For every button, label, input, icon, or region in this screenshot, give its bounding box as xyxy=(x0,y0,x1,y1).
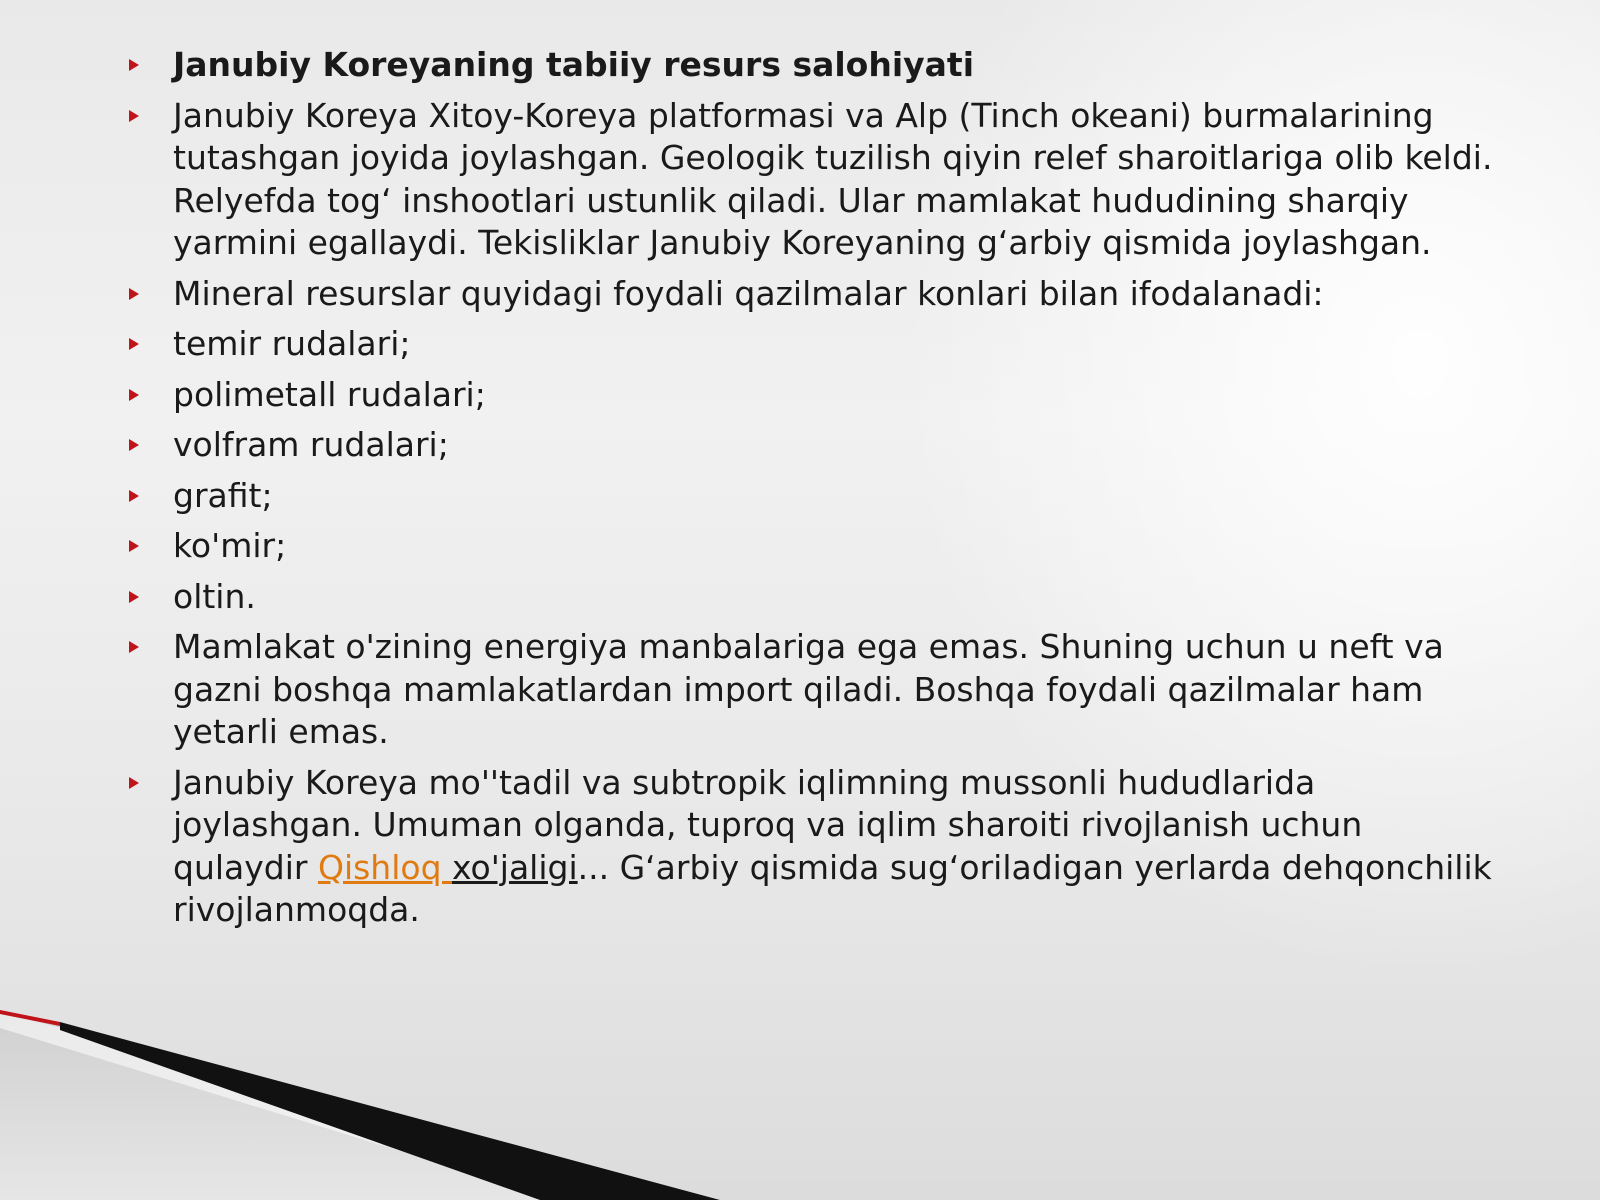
list-item-text: Mineral resurslar quyidagi foydali qazilmalar konlari bilan ifodalanadi: xyxy=(173,273,1324,313)
list-item-text: temir rudalari; xyxy=(173,324,411,363)
list-item xyxy=(120,44,1500,87)
bullet-arrow-icon xyxy=(129,591,139,603)
bullet-list xyxy=(120,44,1500,932)
bullet-arrow-icon xyxy=(129,59,139,71)
red-stripe xyxy=(0,1010,60,1026)
list-item xyxy=(120,95,1500,265)
lower-shaded-area xyxy=(0,1010,720,1200)
xojaligi-link[interactable]: xo'jaligi xyxy=(452,847,578,887)
list-item xyxy=(120,525,1500,568)
list-item-text: ko'mir; xyxy=(173,526,287,565)
list-item xyxy=(120,323,1500,366)
bullet-arrow-icon xyxy=(129,490,139,502)
black-stripe xyxy=(60,1022,720,1200)
bullet-arrow-icon xyxy=(129,641,139,653)
list-item-text: Mamlakat o'zining energiya manbalariga ega emas. Shuning uchun u neft va gazni boshqa mamlakatlardan import qiladi. Boshqa foydali qazilmalar ham yetarli emas. xyxy=(173,627,1444,751)
bullet-arrow-icon xyxy=(129,338,139,350)
bullet-arrow-icon xyxy=(129,288,139,300)
bullet-arrow-icon xyxy=(129,540,139,552)
white-stripe xyxy=(0,1012,720,1200)
bullet-arrow-icon xyxy=(129,439,139,451)
list-item-text: volfram rudalari; xyxy=(173,425,449,464)
bullet-arrow-icon xyxy=(129,110,139,122)
list-item-text: oltin. xyxy=(173,576,256,616)
slide-content xyxy=(120,44,1500,940)
list-item xyxy=(120,762,1500,932)
last-item-text-before: Janubiy Koreya mo''tadil va subtropik iqlimning mussonli hududlarida joylashgan. Umuman olganda, tuproq va iqlim sharoiti rivojlanish uchun qulaydir xyxy=(173,762,1363,887)
list-item xyxy=(120,626,1500,754)
bullet-arrow-icon xyxy=(129,777,139,789)
bullet-arrow-icon xyxy=(129,389,139,401)
last-item-text-after: ... G‘arbiy qismida sug‘oriladigan yerlarda dehqonchilik rivojlanmoqda. xyxy=(173,847,1492,929)
slide-heading: Janubiy Koreyaning tabiiy resurs salohiyati xyxy=(173,45,975,84)
list-item xyxy=(120,576,1500,619)
list-item xyxy=(120,273,1500,316)
list-item-text: Janubiy Koreya Xitoy-Koreya platformasi va Alp (Tinch okeani) burmalarining tutashgan joyida joylashgan. Geologik tuzilish qiyin relef sharoitlariga olib keldi. Relyefda tog‘ inshootlari ustunlik qiladi. Ular mamlakat hududining sharqiy yarmini egallaydi. Tekisliklar Janubiy Koreyaning g‘arbiy qismida joylashgan. xyxy=(173,95,1493,262)
list-item-text: polimetall rudalari; xyxy=(173,374,486,414)
list-item xyxy=(120,475,1500,518)
list-item-text xyxy=(173,763,1492,930)
list-item xyxy=(120,374,1500,417)
qishloq-link[interactable]: Qishloq xyxy=(317,847,453,887)
list-item xyxy=(120,424,1500,467)
list-item-text: grafit; xyxy=(173,475,273,515)
